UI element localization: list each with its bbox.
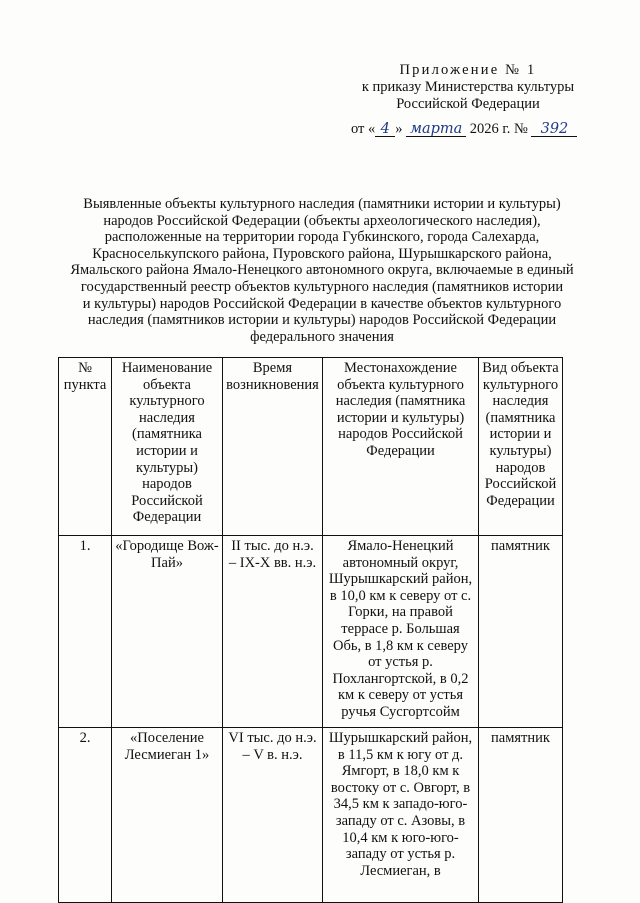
heading-line: Красноселькупского района, Пуровского района, Шурышкарского района, (92, 245, 552, 262)
order-month-handwritten: марта (406, 122, 466, 137)
appendix-line-2: Российской Федерации (396, 96, 540, 112)
heading-line: Ямальского района Ямало-Ненецкого автономного округа, включаемые в единый (70, 262, 574, 279)
heading-line: наследия (памятников истории и культуры) народов Российской Федерации (87, 312, 557, 329)
document-heading (52, 196, 592, 345)
order-prefix: от « (351, 121, 376, 137)
row-number: 2. (59, 728, 112, 903)
order-day-handwritten: 4 (375, 122, 395, 137)
row-kind: памятник (479, 728, 563, 903)
order-year: 2026 г. № (469, 121, 528, 137)
row-time: VI тыс. до н.э. – V в. н.э. (223, 728, 323, 903)
row-location: Шурышкарский район, в 11,5 км к югу от д. Ямгорт, в 18,0 км к востоку от с. Овгорт, в 34,5 км к западо-юго-западу от с. Азовы, в 10,4 км к юго-юго-западу от устья р. Лесмиеган, в (323, 728, 479, 903)
table-header-row (59, 358, 563, 536)
header-number: № пункта (59, 358, 112, 536)
heading-line: народов Российской Федерации (объекты археологического наследия), (103, 212, 541, 229)
heading-line: и культуры) народов Российской Федерации в качестве объектов культурного (82, 295, 562, 312)
header-kind: Вид объекта культурного наследия (памятника истории и культуры) народов Российской Федерации (479, 358, 563, 536)
order-mid: » (395, 121, 403, 137)
objects-table (58, 357, 563, 903)
table-row (59, 536, 563, 728)
row-number: 1. (59, 536, 112, 728)
heading-line: федерального значения (250, 328, 394, 345)
row-kind: памятник (479, 536, 563, 728)
heading-line: государственный реестр объектов культурного наследия (памятников истории (80, 278, 564, 295)
row-name: «Городище Вож-Пай» (112, 536, 223, 728)
row-name: «Поселение Лесмиеган 1» (112, 728, 223, 903)
header-name: Наименование объекта культурного наследия (памятника истории и культуры) народов Российской Федерации (112, 358, 223, 536)
header-time: Время возникновения (223, 358, 323, 536)
row-time: II тыс. до н.э. – IX-X вв. н.э. (223, 536, 323, 728)
appendix-line-1: к приказу Министерства культуры (361, 79, 575, 95)
header-location: Местонахождение объекта культурного наследия (памятника истории и культуры) народов Российской Федерации (323, 358, 479, 536)
row-location: Ямало-Ненецкий автономный округ, Шурышкарский район, в 10,0 км к северу от с. Горки, на правой террасе р. Большая Обь, в 1,8 км к северу от устья р. Похлангортской, в 0,2 км к северу от устья ручья Сусгортсойм (323, 536, 479, 728)
table-row (59, 728, 563, 903)
heading-line: расположенные на территории города Губкинского, города Салехарда, (104, 229, 540, 246)
heading-line: Выявленные объекты культурного наследия (памятники истории и культуры) (83, 196, 561, 212)
appendix-block (318, 62, 618, 113)
appendix-title: Приложение № 1 (399, 62, 537, 78)
order-number-handwritten: 392 (531, 122, 577, 137)
order-date-line (351, 121, 577, 138)
